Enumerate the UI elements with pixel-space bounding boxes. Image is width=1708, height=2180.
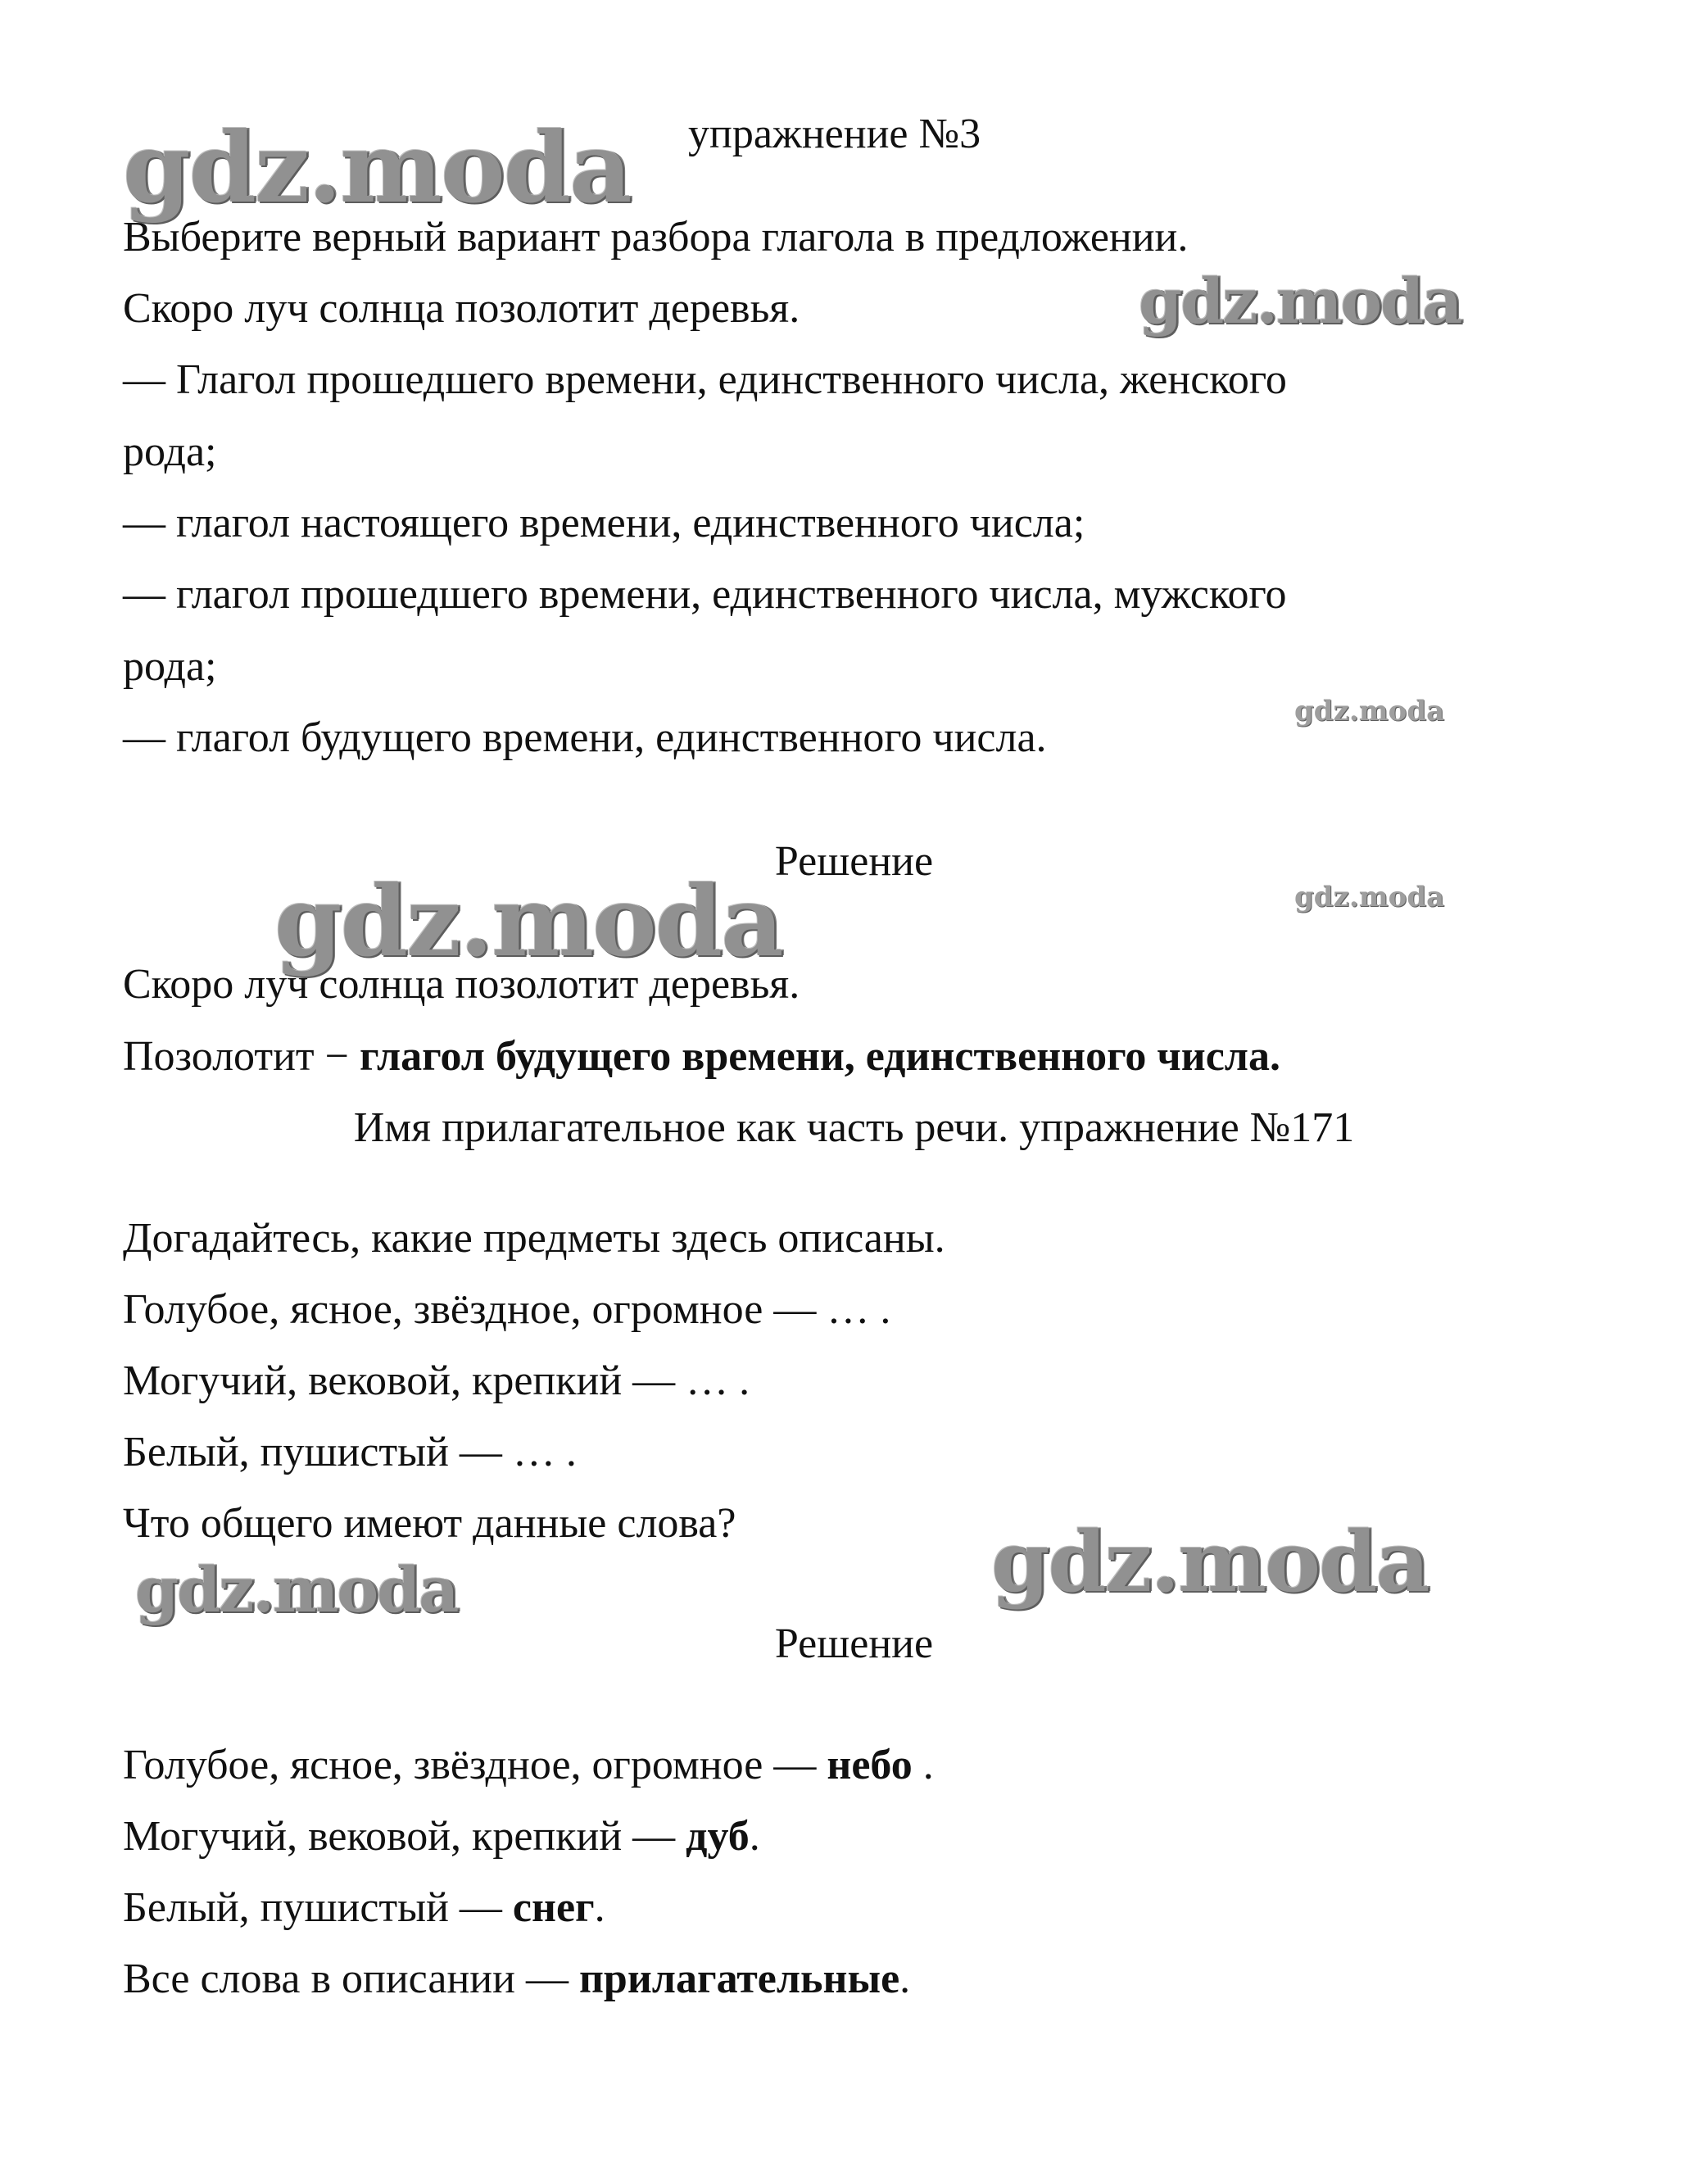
answer-bold: прилагательные — [578, 1956, 900, 2002]
watermark-logo: gdz.moda — [274, 864, 782, 978]
solution-heading: Решение — [774, 1620, 934, 1667]
task-text: Догадайтесь, какие предметы здесь описаны. — [123, 1215, 945, 1262]
watermark-logo: gdz.moda — [135, 1553, 458, 1626]
answer-line — [123, 1953, 910, 2006]
watermark-logo: gdz.moda — [1294, 881, 1445, 913]
task-text: Выберите верный вариант разбора глагола в предложении. — [123, 214, 1189, 261]
option-line: рода; — [123, 643, 217, 690]
example-sentence: Скоро луч солнца позолотит деревья. — [123, 285, 800, 332]
answer-suffix: . — [899, 1956, 911, 2002]
answer-prefix: Все слова в описании — — [123, 1956, 579, 2002]
option-line: — глагол настоящего времени, единственного числа; — [123, 500, 1085, 546]
task-line: Могучий, вековой, крепкий — … . — [123, 1357, 750, 1404]
answer-prefix: Голубое, ясное, звёздное, огромное — — [123, 1742, 827, 1788]
solution-heading: Решение — [774, 838, 934, 885]
answer-prefix: Белый, пушистый — — [123, 1884, 513, 1931]
option-line: — глагол будущего времени, единственного числа. — [123, 714, 1047, 761]
watermark-logo: gdz.moda — [991, 1513, 1429, 1611]
option-line: — Глагол прошедшего времени, единственного числа, женского — [123, 356, 1287, 403]
answer-bold: дуб — [686, 1813, 750, 1860]
answer-suffix: . — [749, 1813, 760, 1860]
answer-line — [123, 1739, 934, 1792]
watermark-logo: gdz.moda — [1294, 695, 1445, 727]
answer-line — [123, 1811, 760, 1863]
solution-sentence: Скоро луч солнца позолотит деревья. — [123, 961, 800, 1008]
option-line: — глагол прошедшего времени, единственного числа, мужского — [123, 571, 1287, 618]
task-line: Голубое, ясное, звёздное, огромное — … . — [123, 1286, 891, 1333]
answer-suffix: . — [912, 1742, 934, 1788]
task-line: Белый, пушистый — … . — [123, 1429, 577, 1475]
task-question: Что общего имеют данные слова? — [123, 1500, 736, 1547]
solution-answer — [123, 1031, 1280, 1083]
answer-bold: снег — [512, 1884, 595, 1931]
answer-prefix: Могучий, вековой, крепкий — — [123, 1813, 686, 1860]
answer-line — [123, 1882, 605, 1934]
watermark-logo: gdz.moda — [1139, 265, 1461, 338]
exercise-title: упражнение №3 — [688, 111, 981, 157]
option-line: рода; — [123, 428, 217, 475]
answer-bold: глагол будущего времени, единственного числа. — [359, 1033, 1280, 1080]
answer-prefix: Позолотит − — [123, 1033, 360, 1080]
answer-bold: небо — [827, 1742, 913, 1788]
exercise-title: Имя прилагательное как часть речи. упражнение №171 — [353, 1104, 1355, 1151]
answer-suffix: . — [594, 1884, 605, 1931]
watermark-logo: gdz.moda — [123, 111, 631, 224]
